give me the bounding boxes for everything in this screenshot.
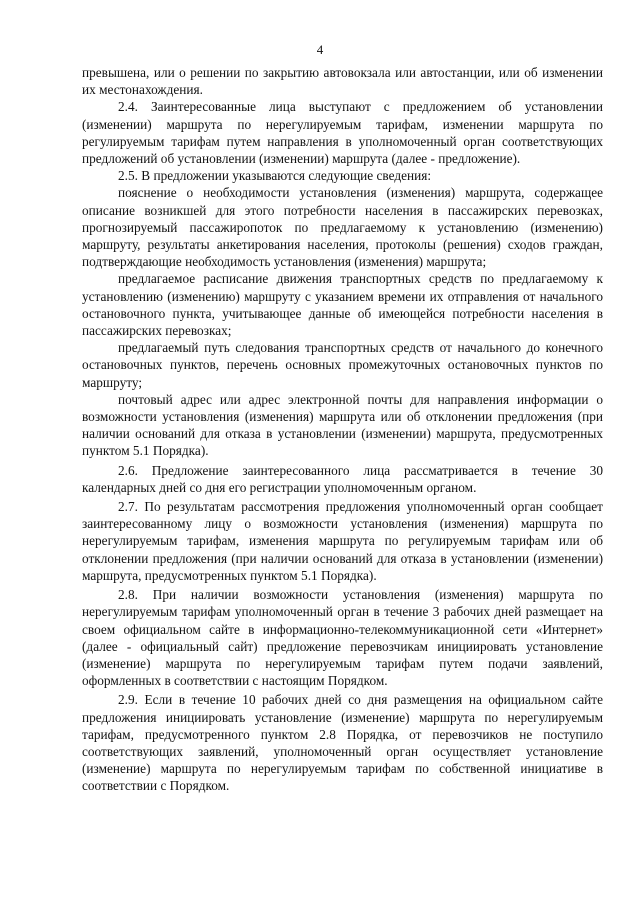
list-item-explanation: пояснение о необходимости установления (изменения) маршрута, содержащее описание возникшей для этого потребности населения в пассажирских перевозках, прогнозируемый пассажиропоток по предлагаемому к установлению (изменению) маршруту, результаты анкетирования населения, протоколы (решения) сходов граждан, подтверждающие необходимость установления (изменения) маршрута; (82, 185, 603, 270)
paragraph-2-8: 2.8. При наличии возможности установления (изменения) маршрута по нерегулируемым тарифам уполномоченный орган в течение 3 рабочих дней размещает на своем официальном сайте в информационно-телекоммуникационной сети «Интернет» (далее - официальный сайт) предложение перевозчикам инициировать установление (изменение) маршрута по нерегулируемым тарифам путем подачи заявлений, оформленных в соответствии с настоящим Порядком. (82, 587, 603, 689)
paragraph-2-4: 2.4. Заинтересованные лица выступают с предложением об установлении (изменении) маршрута по нерегулируемым тарифам, изменении маршрута по регулируемым тарифам путем направления в уполномоченный орган соответствующих предложений об установлении (изменении) маршрута (далее - предложение). (82, 99, 603, 167)
list-item-schedule: предлагаемое расписание движения транспортных средств по предлагаемому к установлению (изменению) маршруту с указанием времени их отправления от начального остановочного пункта, учитывающее данные об имеющейся потребности населения в пассажирских перевозках; (82, 271, 603, 339)
paragraph-2-5: 2.5. В предложении указываются следующие сведения: (118, 168, 432, 184)
document-body (82, 64, 603, 795)
page-number: 4 (316, 42, 324, 57)
paragraph-2-7: 2.7. По результатам рассмотрения предложения уполномоченный орган сообщает заинтересованному лицу о возможности установления (изменения) маршрута по нерегулируемым тарифам, изменения маршрута по регулируемым тарифам или об отклонении предложения (при наличии оснований для отказа в установлении (изменении) маршрута, предусмотренных пунктом 5.1 Порядка). (82, 499, 603, 583)
paragraph-2-6: 2.6. Предложение заинтересованного лица рассматривается в течение 30 календарных дней со дня его регистрации уполномоченным органом. (82, 462, 603, 495)
paragraph-2-9: 2.9. Если в течение 10 рабочих дней со дня размещения на официальном сайте предложения инициировать установление (изменение) маршрута по нерегулируемым тарифам, предусмотренного пунктом 2.8 Порядка, от перевозчиков не поступило соответствующих заявлений, уполномоченный орган осуществляет установление (изменение) маршрута по нерегулируемым тарифам по собственной инициативе в соответствии с Порядком. (82, 692, 603, 794)
list-item-postal-address: почтовый адрес или адрес электронной почты для направления информации о возможности установления (изменения) маршрута или об отклонении предложения (при наличии оснований для отказа в установлении (изменении) маршрута, предусмотренных пунктом 5.1 Порядка). (82, 391, 603, 459)
paragraph-continuation: превышена, или о решении по закрытию автовокзала или автостанции, или об изменении их местонахождения. (82, 65, 603, 98)
list-item-route-path: предлагаемый путь следования транспортных средств от начального до конечного остановочных пунктов, перечень основных промежуточных остановочных пунктов по маршруту; (82, 340, 603, 390)
